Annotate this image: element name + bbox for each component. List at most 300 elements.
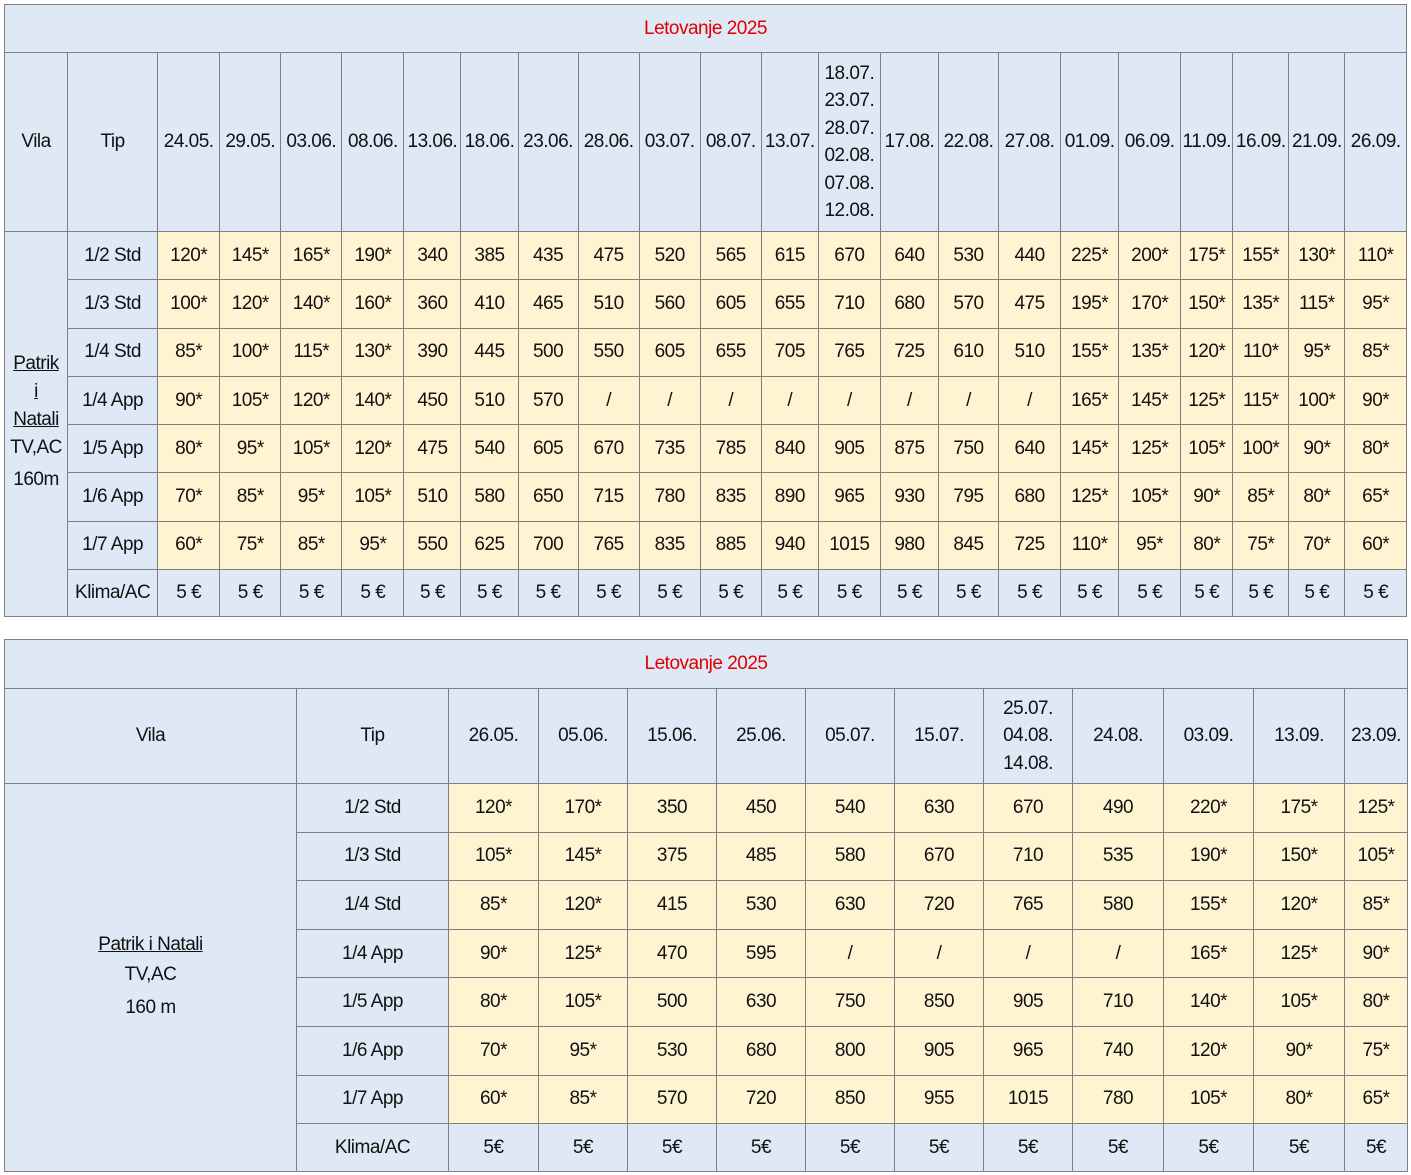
- date-header: 05.06.: [539, 689, 628, 784]
- price-cell: 955: [895, 1075, 984, 1124]
- price-cell: 570: [518, 376, 578, 424]
- ac-price: 5 €: [1345, 570, 1407, 617]
- table-row: [5, 784, 1408, 833]
- date-header: 15.07.: [895, 689, 984, 784]
- vila-header: Vila: [5, 689, 297, 784]
- price-cell: 780: [1073, 1075, 1164, 1124]
- price-cell: 100*: [1233, 425, 1289, 473]
- price-cell: 80*: [1345, 978, 1408, 1027]
- price-cell: 110*: [1061, 521, 1119, 569]
- price-cell: 750: [806, 978, 895, 1027]
- price-cell: 550: [578, 328, 639, 376]
- price-cell: 70*: [449, 1026, 539, 1075]
- price-cell: 90*: [1289, 425, 1345, 473]
- ac-price: 5 €: [518, 570, 578, 617]
- price-cell: 95*: [281, 473, 342, 521]
- price-cell: 680: [717, 1026, 806, 1075]
- price-cell: 100*: [220, 328, 281, 376]
- price-cell: 145*: [1119, 376, 1181, 424]
- price-cell: 170*: [1119, 280, 1181, 328]
- price-cell: 410: [461, 280, 518, 328]
- villa-cell: [5, 232, 68, 617]
- price-cell: 105*: [1164, 1075, 1254, 1124]
- price-cell: 750: [938, 425, 998, 473]
- price-cell: 105*: [1345, 832, 1408, 881]
- price-cell: 105*: [539, 978, 628, 1027]
- price-cell: /: [700, 376, 761, 424]
- price-cell: 70*: [1289, 521, 1345, 569]
- price-cell: 90*: [449, 929, 539, 978]
- price-cell: 125*: [1345, 784, 1408, 833]
- price-cell: 100*: [1289, 376, 1345, 424]
- ac-row: [5, 570, 1407, 617]
- price-cell: 135*: [1119, 328, 1181, 376]
- price-cell: 475: [999, 280, 1061, 328]
- ac-price: 5 €: [158, 570, 220, 617]
- table-row: [5, 232, 1407, 280]
- price-cell: 140*: [281, 280, 342, 328]
- price-cell: 510: [999, 328, 1061, 376]
- price-cell: 905: [895, 1026, 984, 1075]
- price-cell: 105*: [1181, 425, 1233, 473]
- room-type: 1/6 App: [68, 473, 158, 521]
- price-cell: 630: [717, 978, 806, 1027]
- price-cell: 835: [639, 521, 700, 569]
- ac-price: 5 €: [880, 570, 938, 617]
- room-type: 1/7 App: [68, 521, 158, 569]
- table-row: [5, 328, 1407, 376]
- price-cell: 115*: [1233, 376, 1289, 424]
- date-header: 23.06.: [518, 53, 578, 232]
- date-header: 28.06.: [578, 53, 639, 232]
- table-row: [5, 473, 1407, 521]
- villa-name-line2: i: [34, 381, 38, 403]
- price-table-1: [4, 4, 1407, 617]
- date-header: 06.09.: [1119, 53, 1181, 232]
- price-cell: 390: [404, 328, 461, 376]
- price-cell: 85*: [1345, 328, 1407, 376]
- price-cell: 1015: [984, 1075, 1073, 1124]
- table-title: Letovanje 2025: [5, 5, 1407, 53]
- price-cell: 570: [628, 1075, 717, 1124]
- price-cell: 90*: [1181, 473, 1233, 521]
- price-cell: 415: [628, 881, 717, 930]
- price-cell: 535: [1073, 832, 1164, 881]
- price-cell: 125*: [1181, 376, 1233, 424]
- table-row: [5, 521, 1407, 569]
- price-cell: 735: [639, 425, 700, 473]
- price-cell: 120*: [281, 376, 342, 424]
- price-cell: 375: [628, 832, 717, 881]
- price-cell: 905: [818, 425, 880, 473]
- ac-price: 5 €: [281, 570, 342, 617]
- price-cell: 605: [700, 280, 761, 328]
- price-table-2: [4, 639, 1408, 1172]
- price-cell: 615: [761, 232, 818, 280]
- price-cell: 135*: [1233, 280, 1289, 328]
- price-cell: 500: [628, 978, 717, 1027]
- price-cell: 225*: [1061, 232, 1119, 280]
- price-cell: 90*: [1254, 1026, 1345, 1075]
- room-type: 1/2 Std: [68, 232, 158, 280]
- room-type: 1/4 App: [297, 929, 449, 978]
- price-cell: 145*: [220, 232, 281, 280]
- price-cell: 450: [404, 376, 461, 424]
- price-cell: 125*: [1119, 425, 1181, 473]
- ac-price: 5€: [539, 1124, 628, 1172]
- villa-features: TV,AC: [10, 437, 62, 459]
- date-header: 03.06.: [281, 53, 342, 232]
- price-cell: 85*: [449, 881, 539, 930]
- price-cell: 710: [818, 280, 880, 328]
- price-cell: 530: [717, 881, 806, 930]
- price-cell: 570: [938, 280, 998, 328]
- price-cell: 80*: [1289, 473, 1345, 521]
- price-cell: 120*: [449, 784, 539, 833]
- price-cell: 200*: [1119, 232, 1181, 280]
- price-cell: 220*: [1164, 784, 1254, 833]
- price-cell: 140*: [342, 376, 404, 424]
- ac-price: 5 €: [1289, 570, 1345, 617]
- price-cell: 95*: [342, 521, 404, 569]
- price-cell: 655: [700, 328, 761, 376]
- price-cell: 130*: [1289, 232, 1345, 280]
- date-header: 13.09.: [1254, 689, 1345, 784]
- date-header: 23.09.: [1345, 689, 1408, 784]
- price-cell: 445: [461, 328, 518, 376]
- price-cell: 80*: [1181, 521, 1233, 569]
- price-cell: 175*: [1181, 232, 1233, 280]
- ac-price: 5 €: [404, 570, 461, 617]
- date-header: 17.08.: [880, 53, 938, 232]
- price-cell: 385: [461, 232, 518, 280]
- price-cell: 940: [761, 521, 818, 569]
- price-cell: 550: [404, 521, 461, 569]
- price-cell: 490: [1073, 784, 1164, 833]
- price-cell: 340: [404, 232, 461, 280]
- price-cell: 630: [806, 881, 895, 930]
- villa-distance: 160m: [13, 469, 59, 491]
- ac-price: 5 €: [578, 570, 639, 617]
- date-header: 16.09.: [1233, 53, 1289, 232]
- price-cell: 125*: [1254, 929, 1345, 978]
- price-cell: 65*: [1345, 1075, 1408, 1124]
- vila-header: Vila: [5, 53, 68, 232]
- ac-price: 5€: [1345, 1124, 1408, 1172]
- price-cell: 145*: [1061, 425, 1119, 473]
- price-cell: 840: [761, 425, 818, 473]
- price-cell: 930: [880, 473, 938, 521]
- price-cell: 105*: [1254, 978, 1345, 1027]
- price-cell: 60*: [158, 521, 220, 569]
- price-cell: /: [761, 376, 818, 424]
- price-cell: 105*: [1119, 473, 1181, 521]
- price-cell: 80*: [1345, 425, 1407, 473]
- price-cell: 435: [518, 232, 578, 280]
- price-cell: 630: [895, 784, 984, 833]
- price-cell: 765: [984, 881, 1073, 930]
- table-row: [5, 425, 1407, 473]
- price-cell: 100*: [158, 280, 220, 328]
- price-cell: 850: [895, 978, 984, 1027]
- price-cell: 965: [984, 1026, 1073, 1075]
- date-header: 08.06.: [342, 53, 404, 232]
- villa-name-line1: Patrik: [13, 353, 59, 375]
- date-header: 24.05.: [158, 53, 220, 232]
- price-cell: 145*: [539, 832, 628, 881]
- ac-price: 5 €: [999, 570, 1061, 617]
- price-cell: 725: [880, 328, 938, 376]
- price-cell: 875: [880, 425, 938, 473]
- price-cell: 530: [628, 1026, 717, 1075]
- price-cell: 785: [700, 425, 761, 473]
- date-header: 25.07. 04.08. 14.08.: [984, 689, 1073, 784]
- price-cell: 475: [404, 425, 461, 473]
- price-cell: 580: [806, 832, 895, 881]
- price-cell: /: [895, 929, 984, 978]
- price-cell: 670: [984, 784, 1073, 833]
- price-cell: 560: [639, 280, 700, 328]
- price-cell: 740: [1073, 1026, 1164, 1075]
- room-type: 1/4 App: [68, 376, 158, 424]
- price-cell: 680: [999, 473, 1061, 521]
- price-cell: 580: [1073, 881, 1164, 930]
- tip-header: Tip: [297, 689, 449, 784]
- price-cell: 120*: [1164, 1026, 1254, 1075]
- price-cell: 65*: [1345, 473, 1407, 521]
- room-type: 1/4 Std: [297, 881, 449, 930]
- price-cell: /: [984, 929, 1073, 978]
- price-cell: 710: [1073, 978, 1164, 1027]
- ac-price: 5 €: [1233, 570, 1289, 617]
- price-cell: 120*: [220, 280, 281, 328]
- date-header: 26.09.: [1345, 53, 1407, 232]
- date-header: 29.05.: [220, 53, 281, 232]
- ac-price: 5 €: [1181, 570, 1233, 617]
- ac-price: 5€: [806, 1124, 895, 1172]
- price-cell: 705: [761, 328, 818, 376]
- price-cell: 90*: [1345, 376, 1407, 424]
- date-header: 03.07.: [639, 53, 700, 232]
- price-cell: 890: [761, 473, 818, 521]
- price-cell: 650: [518, 473, 578, 521]
- price-cell: 610: [938, 328, 998, 376]
- price-cell: 60*: [1345, 521, 1407, 569]
- price-cell: 800: [806, 1026, 895, 1075]
- room-type: 1/7 App: [297, 1075, 449, 1124]
- date-header: 26.05.: [449, 689, 539, 784]
- price-cell: 165*: [281, 232, 342, 280]
- ac-price: 5 €: [700, 570, 761, 617]
- price-cell: 530: [938, 232, 998, 280]
- date-header: 27.08.: [999, 53, 1061, 232]
- price-cell: 105*: [449, 832, 539, 881]
- price-cell: 110*: [1345, 232, 1407, 280]
- ac-price: 5€: [449, 1124, 539, 1172]
- price-cell: 605: [639, 328, 700, 376]
- price-cell: 720: [717, 1075, 806, 1124]
- villa-distance: 160 m: [125, 996, 176, 1018]
- price-cell: 475: [578, 232, 639, 280]
- ac-price: 5 €: [818, 570, 880, 617]
- ac-price: 5 €: [1061, 570, 1119, 617]
- table-row: [5, 376, 1407, 424]
- date-header: 03.09.: [1164, 689, 1254, 784]
- date-header: 21.09.: [1289, 53, 1345, 232]
- price-cell: 170*: [539, 784, 628, 833]
- price-cell: 510: [461, 376, 518, 424]
- price-cell: 715: [578, 473, 639, 521]
- price-cell: 580: [461, 473, 518, 521]
- price-cell: 115*: [1289, 280, 1345, 328]
- table-title: Letovanje 2025: [5, 640, 1408, 689]
- price-cell: 835: [700, 473, 761, 521]
- price-cell: 670: [895, 832, 984, 881]
- room-type: 1/6 App: [297, 1026, 449, 1075]
- price-cell: 350: [628, 784, 717, 833]
- ac-price: 5€: [984, 1124, 1073, 1172]
- villa-name-line3: Natali: [13, 409, 59, 431]
- price-cell: 155*: [1164, 881, 1254, 930]
- ac-label: Klima/AC: [68, 570, 158, 617]
- price-cell: 115*: [281, 328, 342, 376]
- price-cell: 130*: [342, 328, 404, 376]
- price-cell: 80*: [449, 978, 539, 1027]
- ac-price: 5€: [1073, 1124, 1164, 1172]
- price-cell: 60*: [449, 1075, 539, 1124]
- price-cell: 780: [639, 473, 700, 521]
- price-cell: 75*: [220, 521, 281, 569]
- ac-price: 5 €: [342, 570, 404, 617]
- price-cell: 165*: [1164, 929, 1254, 978]
- price-cell: 190*: [1164, 832, 1254, 881]
- price-cell: 725: [999, 521, 1061, 569]
- room-type: 1/3 Std: [297, 832, 449, 881]
- price-cell: 85*: [158, 328, 220, 376]
- ac-price: 5 €: [220, 570, 281, 617]
- price-cell: 680: [880, 280, 938, 328]
- date-header: 13.07.: [761, 53, 818, 232]
- ac-price: 5€: [717, 1124, 806, 1172]
- price-cell: 520: [639, 232, 700, 280]
- date-header: 01.09.: [1061, 53, 1119, 232]
- price-cell: 440: [999, 232, 1061, 280]
- price-cell: /: [880, 376, 938, 424]
- price-cell: 90*: [158, 376, 220, 424]
- price-cell: 160*: [342, 280, 404, 328]
- price-cell: 540: [806, 784, 895, 833]
- price-cell: 125*: [1061, 473, 1119, 521]
- price-cell: 845: [938, 521, 998, 569]
- price-cell: 120*: [158, 232, 220, 280]
- price-cell: 105*: [342, 473, 404, 521]
- date-header: 08.07.: [700, 53, 761, 232]
- price-cell: 125*: [539, 929, 628, 978]
- date-header: 18.07. 23.07. 28.07. 02.08. 07.08. 12.08.: [818, 53, 880, 232]
- price-cell: 155*: [1233, 232, 1289, 280]
- price-cell: 95*: [220, 425, 281, 473]
- date-header: 13.06.: [404, 53, 461, 232]
- price-cell: 700: [518, 521, 578, 569]
- price-cell: 465: [518, 280, 578, 328]
- ac-price: 5€: [628, 1124, 717, 1172]
- price-cell: 90*: [1345, 929, 1408, 978]
- price-cell: 510: [404, 473, 461, 521]
- price-cell: 360: [404, 280, 461, 328]
- date-header: 18.06.: [461, 53, 518, 232]
- ac-price: 5€: [1254, 1124, 1345, 1172]
- price-cell: 140*: [1164, 978, 1254, 1027]
- price-cell: 105*: [220, 376, 281, 424]
- ac-label: Klima/AC: [297, 1124, 449, 1172]
- price-cell: 795: [938, 473, 998, 521]
- table-row: [5, 280, 1407, 328]
- price-cell: 120*: [1254, 881, 1345, 930]
- room-type: 1/3 Std: [68, 280, 158, 328]
- price-cell: 485: [717, 832, 806, 881]
- price-cell: 470: [628, 929, 717, 978]
- price-cell: 765: [818, 328, 880, 376]
- ac-price: 5 €: [938, 570, 998, 617]
- price-cell: /: [1073, 929, 1164, 978]
- price-cell: 95*: [1345, 280, 1407, 328]
- price-cell: 720: [895, 881, 984, 930]
- price-cell: 625: [461, 521, 518, 569]
- price-cell: 150*: [1254, 832, 1345, 881]
- price-cell: 110*: [1233, 328, 1289, 376]
- price-cell: 885: [700, 521, 761, 569]
- date-header: 24.08.: [1073, 689, 1164, 784]
- price-cell: 670: [578, 425, 639, 473]
- ac-price: 5 €: [761, 570, 818, 617]
- price-cell: 85*: [1345, 881, 1408, 930]
- price-cell: 605: [518, 425, 578, 473]
- price-cell: 80*: [1254, 1075, 1345, 1124]
- price-cell: 75*: [1345, 1026, 1408, 1075]
- ac-price: 5 €: [639, 570, 700, 617]
- price-cell: 150*: [1181, 280, 1233, 328]
- price-cell: 190*: [342, 232, 404, 280]
- price-cell: 120*: [342, 425, 404, 473]
- price-cell: 85*: [281, 521, 342, 569]
- price-cell: 500: [518, 328, 578, 376]
- price-cell: 1015: [818, 521, 880, 569]
- price-cell: 155*: [1061, 328, 1119, 376]
- price-cell: 70*: [158, 473, 220, 521]
- price-cell: 765: [578, 521, 639, 569]
- price-cell: 120*: [1181, 328, 1233, 376]
- date-header: 22.08.: [938, 53, 998, 232]
- ac-price: 5 €: [461, 570, 518, 617]
- price-cell: /: [639, 376, 700, 424]
- price-cell: 640: [880, 232, 938, 280]
- villa-cell: [5, 784, 297, 1172]
- price-cell: 655: [761, 280, 818, 328]
- price-cell: 595: [717, 929, 806, 978]
- price-cell: /: [578, 376, 639, 424]
- room-type: 1/4 Std: [68, 328, 158, 376]
- price-cell: 905: [984, 978, 1073, 1027]
- price-cell: 80*: [158, 425, 220, 473]
- price-cell: 980: [880, 521, 938, 569]
- price-cell: 85*: [539, 1075, 628, 1124]
- date-header: 15.06.: [628, 689, 717, 784]
- price-cell: 565: [700, 232, 761, 280]
- price-cell: 95*: [539, 1026, 628, 1075]
- price-cell: 540: [461, 425, 518, 473]
- date-header: 25.06.: [717, 689, 806, 784]
- price-cell: 450: [717, 784, 806, 833]
